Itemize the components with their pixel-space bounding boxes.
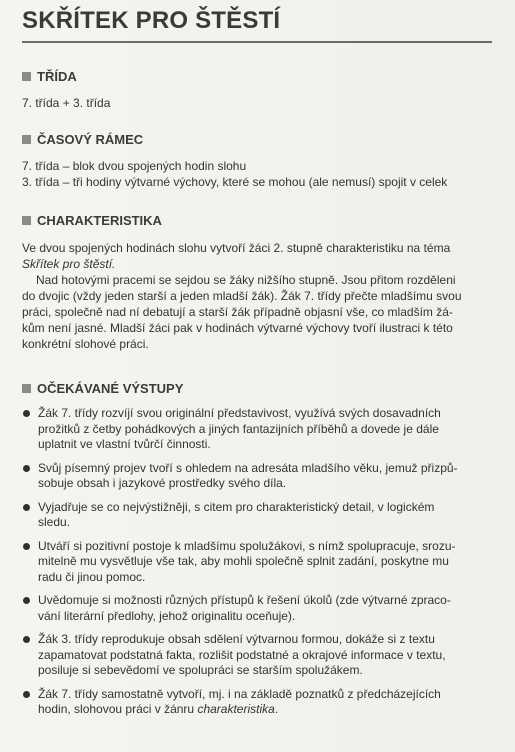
list-item: [22, 687, 500, 718]
bullet-icon: [23, 636, 30, 643]
text-line: 3. třída – tři hodiny výtvarné výchovy, které se mohou (ale nemusí) spojit v celek: [22, 175, 448, 189]
section-body-charakteristika: [22, 240, 492, 352]
list-item: [22, 461, 500, 492]
list-item: [22, 406, 500, 453]
text-line: posiluje si sebevědomí ve spolupráci se starším spolužákem.: [38, 663, 363, 677]
text-line: Žák 7. třídy samostatně vytvoří, mj. i na základě poznatků z předcházejících: [38, 686, 441, 701]
text-segment: hodin, slohovou práci v žánru: [38, 702, 198, 716]
text-line: zapamatovat podstatná fakta, rozlišit podstatné a okrajové informace v textu,: [38, 647, 446, 662]
text-line: Ve dvou spojených hodinách slohu vytvoří žáci 2. stupně charakteristiku na téma: [22, 241, 451, 255]
page-title: SKŘÍTEK PRO ŠTĚSTÍ: [22, 7, 281, 34]
list-item: [22, 593, 500, 624]
text-line: vání literární předlohy, jehož originalitu oceňuje).: [38, 608, 296, 623]
text-line: kům není jasné. Mladší žáci pak v hodinách výtvarné výchovy tvoří ilustraci k této: [22, 321, 453, 335]
section-body-trida: [22, 95, 492, 111]
outcomes-list: [22, 406, 500, 726]
text-line: sobuje obsah i jazykové prostředky svého díla.: [38, 476, 287, 490]
text-line: mitelně mu vysvětluje vše tak, aby mohli společně splnit zadání, poskytne mu: [38, 554, 449, 568]
section-marker-icon: [22, 216, 31, 225]
text-line: konkrétní slohové práci.: [22, 337, 149, 351]
section-heading-charakteristika: [22, 212, 162, 228]
text-segment: .: [274, 702, 279, 716]
list-item: [22, 539, 500, 586]
section-marker-icon: [22, 135, 31, 144]
text-line: Žák 3. třídy reprodukuje obsah sdělení výtvarnou formou, dokáže si z textu: [38, 632, 435, 646]
text-line: Svůj písemný projev tvoří s ohledem na adresáta mladšího věku, jemuž přizpů-: [38, 460, 458, 475]
text-line: Žák 7. třídy rozvíjí svou originální představivost, využívá svých dosavadních: [38, 406, 441, 420]
bullet-icon: [23, 504, 30, 511]
text-line: Nad hotovými pracemi se sejdou se žáky nižšího stupně. Jsou přitom rozděleni: [36, 273, 456, 287]
title-divider: [22, 41, 492, 43]
text-line: Utváří si pozitivní postoje k mladšímu spolužákovi, s nímž spolupracuje, srozu-: [38, 538, 456, 553]
section-marker-icon: [22, 384, 31, 393]
list-item: [22, 500, 500, 531]
genre-italic: charakteristika: [197, 702, 275, 716]
text-line: sledu.: [38, 515, 71, 529]
section-heading-label: CHARAKTERISTIKA: [37, 212, 162, 228]
section-heading-trida: [22, 68, 77, 84]
section-heading-ocekavane-vystupy: [22, 380, 183, 396]
bullet-icon: [23, 465, 30, 472]
text-line: práci, společně nad ní debatují a starší žák případně objasní vše, co mladším žá-: [22, 305, 453, 319]
text-line: Uvědomuje si možnosti různých přístupů k řešení úkolů (zde výtvarné zpraco-: [38, 593, 451, 607]
text-line: prožitků z četby pohádkových a jiných fantazijních příběhů a dovede je dále: [38, 421, 439, 436]
section-heading-label: ČASOVÝ RÁMEC: [37, 131, 144, 147]
text-line: 7. třída – blok dvou spojených hodin slohu: [22, 159, 247, 173]
section-marker-icon: [22, 72, 31, 81]
section-body-casovy-ramec: [22, 158, 492, 190]
text-line: 7. třída + 3. třída: [22, 96, 111, 110]
bullet-icon: [23, 543, 30, 550]
text-line: uplatnit ve vlastní tvůrčí činnosti.: [38, 437, 211, 451]
list-item: [22, 632, 500, 679]
topic-title-italic: Skřítek pro štěstí.: [22, 257, 116, 271]
text-line: [38, 702, 500, 718]
section-heading-label: TŘÍDA: [37, 68, 77, 84]
bullet-icon: [23, 410, 30, 417]
section-heading-label: OČEKÁVANÉ VÝSTUPY: [37, 380, 184, 396]
text-line: radu či jinou pomoc.: [38, 569, 146, 584]
text-line: do dvojic (vždy jeden starší a jeden mladší žák). Žák 7. třídy přečte mladšímu svou: [22, 289, 462, 303]
bullet-icon: [23, 597, 30, 604]
bullet-icon: [23, 691, 30, 698]
text-line: Vyjadřuje se co nejvýstižněji, s citem pro charakteristický detail, v logickém: [38, 499, 435, 514]
section-heading-casovy-ramec: [22, 131, 143, 147]
